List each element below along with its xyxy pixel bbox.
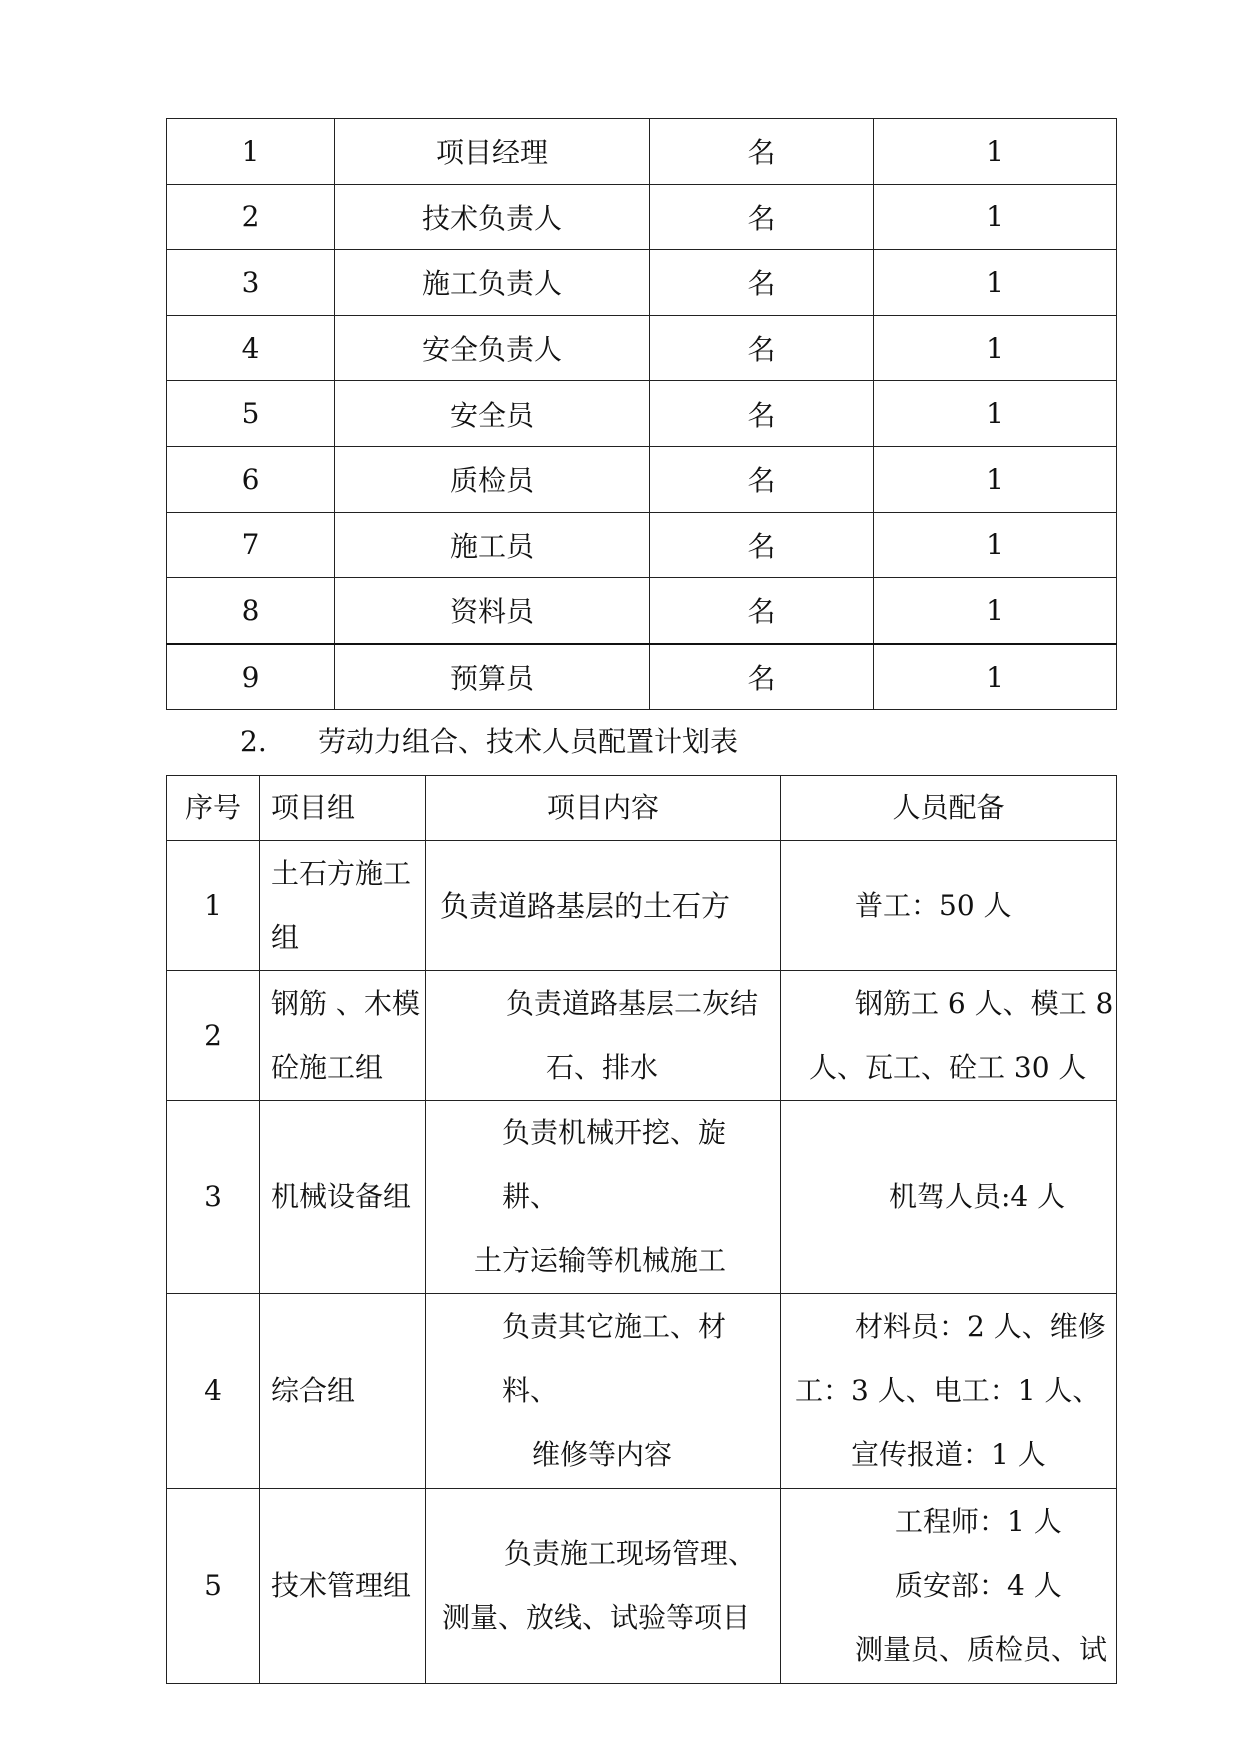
table-row	[167, 578, 1117, 644]
staffing: 工程师：1 人 质安部：4 人 测量员、质检员、试	[781, 1489, 1117, 1684]
unit: 名	[650, 119, 874, 185]
table-row	[167, 1489, 1117, 1684]
position-name: 技术负责人	[335, 184, 650, 250]
position-name: 施工负责人	[335, 250, 650, 316]
table-row	[167, 119, 1117, 185]
table-row	[167, 250, 1117, 316]
table-row	[167, 381, 1117, 447]
count: 1	[874, 512, 1117, 578]
row-number: 7	[167, 512, 335, 578]
header-group: 项目组	[260, 776, 426, 841]
row-number: 8	[167, 578, 335, 644]
position-name: 资料员	[335, 578, 650, 644]
unit: 名	[650, 315, 874, 381]
position-name: 安全负责人	[335, 315, 650, 381]
row-number: 3	[167, 1101, 260, 1294]
header-content: 项目内容	[426, 776, 781, 841]
row-number: 6	[167, 446, 335, 512]
table-row	[167, 512, 1117, 578]
work-content: 负责机械开挖、旋耕、 土方运输等机械施工	[426, 1101, 781, 1294]
table-row	[167, 315, 1117, 381]
count: 1	[874, 315, 1117, 381]
staffing: 机驾人员:4 人	[781, 1101, 1117, 1294]
section-heading	[240, 722, 738, 762]
row-number: 2	[167, 184, 335, 250]
group-name: 机械设备组	[260, 1101, 426, 1294]
section-number: 2.	[240, 725, 267, 758]
staffing: 材料员：2 人、维修 工：3 人、电工：1 人、 宣传报道：1 人	[781, 1294, 1117, 1489]
count: 1	[874, 119, 1117, 185]
count: 1	[874, 446, 1117, 512]
position-name: 项目经理	[335, 119, 650, 185]
row-number: 5	[167, 1489, 260, 1684]
count: 1	[874, 184, 1117, 250]
section-title: 劳动力组合、技术人员配置计划表	[318, 725, 739, 758]
staffing: 普工：50 人	[781, 841, 1117, 971]
row-number: 1	[167, 119, 335, 185]
position-name: 质检员	[335, 446, 650, 512]
group-name: 综合组	[260, 1294, 426, 1489]
table-row	[167, 971, 1117, 1101]
table-row	[167, 1101, 1117, 1294]
row-number: 9	[167, 644, 335, 710]
row-number: 2	[167, 971, 260, 1101]
work-content: 负责道路基层二灰结 石、排水	[426, 971, 781, 1101]
work-content: 负责其它施工、材料、 维修等内容	[426, 1294, 781, 1489]
table-row	[167, 841, 1117, 971]
table-row	[167, 644, 1117, 710]
count: 1	[874, 578, 1117, 644]
unit: 名	[650, 250, 874, 316]
table-row	[167, 1294, 1117, 1489]
group-name: 钢筋 、木模 砼施工组	[260, 971, 426, 1101]
unit: 名	[650, 644, 874, 710]
table-header-row	[167, 776, 1117, 841]
staff-position-table	[166, 118, 1117, 710]
header-staff: 人员配备	[781, 776, 1117, 841]
unit: 名	[650, 512, 874, 578]
staffing: 钢筋工 6 人、模工 8 人、瓦工、砼工 30 人	[781, 971, 1117, 1101]
unit: 名	[650, 578, 874, 644]
position-name: 预算员	[335, 644, 650, 710]
table-row	[167, 446, 1117, 512]
table-row	[167, 184, 1117, 250]
header-no: 序号	[167, 776, 260, 841]
group-name: 技术管理组	[260, 1489, 426, 1684]
group-name: 土石方施工 组	[260, 841, 426, 971]
position-name: 施工员	[335, 512, 650, 578]
count: 1	[874, 381, 1117, 447]
work-content: 负责道路基层的土石方	[426, 841, 781, 971]
count: 1	[874, 644, 1117, 710]
count: 1	[874, 250, 1117, 316]
unit: 名	[650, 446, 874, 512]
labor-allocation-table	[166, 775, 1117, 1684]
row-number: 3	[167, 250, 335, 316]
unit: 名	[650, 184, 874, 250]
work-content: 负责施工现场管理、 测量、放线、试验等项目	[426, 1489, 781, 1684]
row-number: 4	[167, 315, 335, 381]
row-number: 1	[167, 841, 260, 971]
row-number: 5	[167, 381, 335, 447]
position-name: 安全员	[335, 381, 650, 447]
row-number: 4	[167, 1294, 260, 1489]
unit: 名	[650, 381, 874, 447]
